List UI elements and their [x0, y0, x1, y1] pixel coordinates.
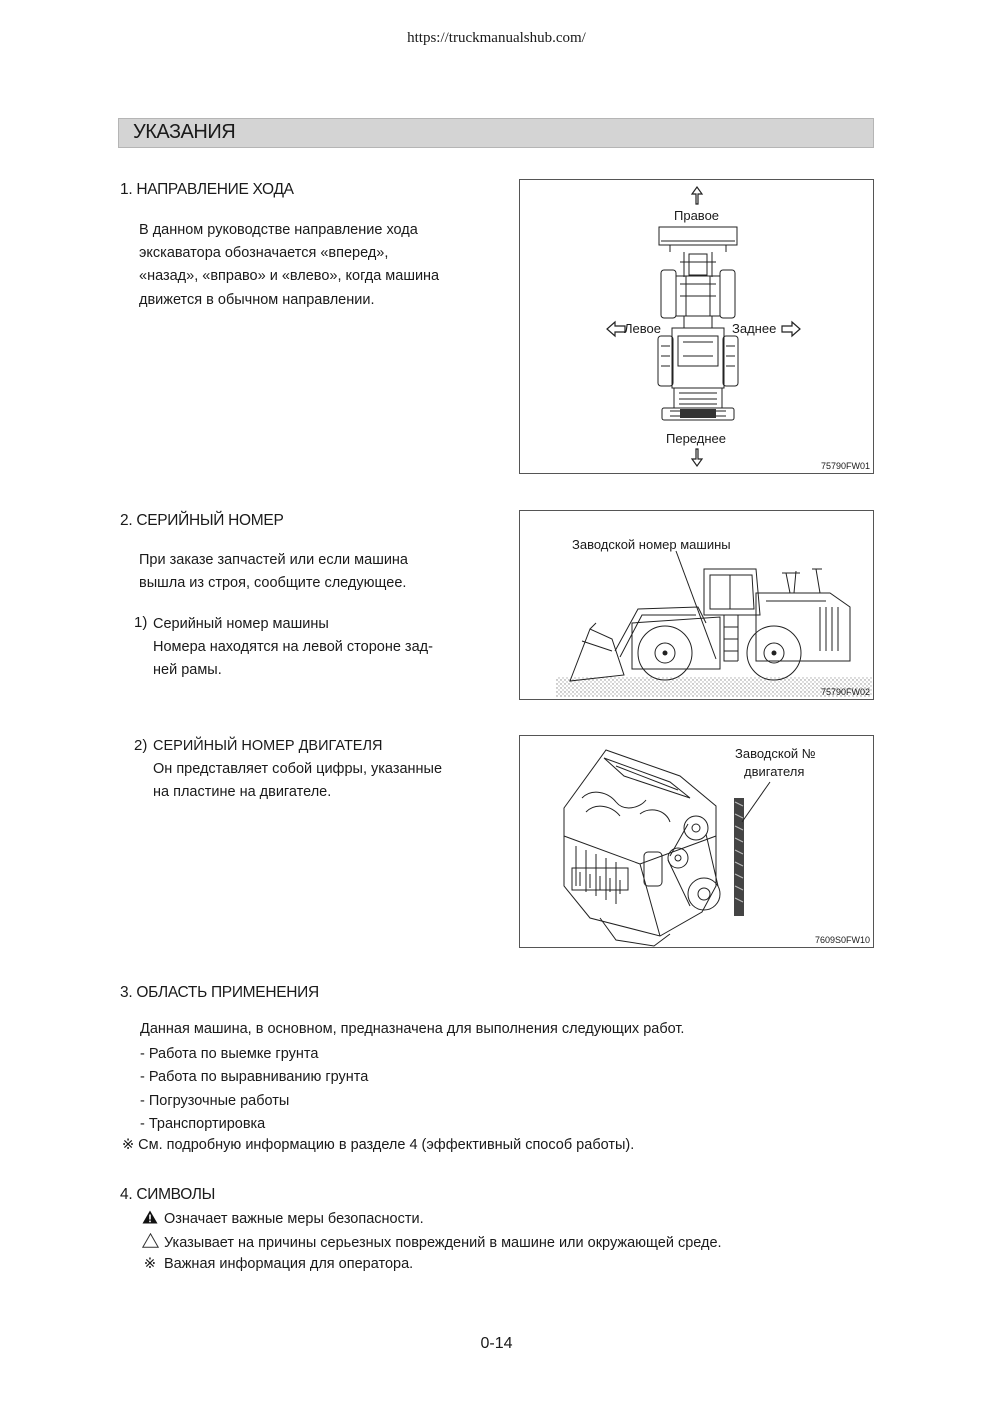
wheel-rear-right — [723, 336, 738, 386]
symbol-row — [140, 1210, 424, 1228]
rear-frame — [672, 328, 724, 388]
engine-drawing — [520, 736, 873, 947]
pulley-top — [684, 816, 708, 840]
wheel-rear-left — [658, 336, 673, 386]
wheel-front-left — [661, 270, 676, 318]
label-rear: Заднее — [732, 321, 777, 336]
bucket-top — [659, 227, 737, 245]
label-left: Левое — [624, 321, 661, 336]
section3-intro: Данная машина, в основном, предназначена для выполнения следующих работ. — [140, 1021, 685, 1037]
machine-serial-figure — [519, 510, 874, 700]
engine-serial-label-line1: Заводской № — [735, 746, 816, 761]
symbol-row — [140, 1233, 722, 1252]
machine-serial-label: Заводской номер машины — [572, 537, 731, 552]
page-number: 0-14 — [480, 1335, 513, 1352]
symbol-text: Указывает на причины серьезных повреждений в машине или окружающей среде. — [164, 1234, 722, 1251]
section2-line: При заказе запчастей или если машина — [139, 552, 409, 568]
section1-line: экскаватора обозначается «вперед», — [139, 245, 389, 262]
page-title-banner — [118, 118, 874, 148]
crank-pulley — [688, 878, 720, 910]
label-right: Правое — [674, 208, 720, 223]
engine-serial-leader-line — [742, 782, 770, 822]
caution-outline-triangle-icon — [140, 1233, 160, 1252]
warning-filled-triangle-icon — [140, 1210, 160, 1228]
symbol-row — [140, 1256, 413, 1272]
arrow-left-icon — [607, 322, 625, 336]
engine-serial-figure — [519, 735, 874, 948]
bucket — [570, 623, 624, 681]
section2-paragraph — [139, 549, 471, 595]
symbol-text: Означает важные меры безопасности. — [164, 1211, 424, 1227]
section2-line: вышла из строя, сообщите следующее. — [139, 575, 407, 592]
item2-paragraph — [153, 758, 471, 804]
item2-title: СЕРИЙНЫЙ НОМЕР ДВИГАТЕЛЯ — [153, 738, 383, 754]
list-item: - Погрузочные работы — [140, 1092, 290, 1109]
section3-note: ※ См. подробную информацию в разделе 4 (эффективный способ работы). — [122, 1137, 635, 1153]
section1-line: В данном руководстве направление хода — [139, 222, 418, 238]
section3-list — [140, 1043, 368, 1136]
label-front: Переднее — [666, 431, 726, 446]
list-item: - Работа по выравниванию грунта — [140, 1069, 369, 1086]
item1-title: Серийный номер машины — [153, 616, 329, 632]
arrow-up-icon — [692, 187, 702, 204]
section1-line: движется в обычном направлении. — [139, 291, 375, 308]
item1-line: ней рамы. — [153, 662, 222, 679]
arrow-down-icon — [692, 449, 702, 466]
section1-paragraph — [139, 219, 471, 312]
section1-heading: 1. НАПРАВЛЕНИЕ ХОДА — [120, 181, 294, 198]
item2-line: Он представляет собой цифры, указанные — [153, 761, 443, 777]
engine-serial-label-line2: двигателя — [744, 764, 805, 779]
travel-direction-figure — [519, 179, 874, 474]
engine-block — [564, 750, 716, 936]
loader-top-view-drawing — [520, 180, 873, 473]
figure-code: 75790FW02 — [820, 687, 870, 697]
symbol-text: Важная информация для оператора. — [164, 1256, 414, 1272]
list-item: - Работа по выемке грунта — [140, 1046, 319, 1062]
item1-paragraph — [153, 636, 471, 682]
arrow-right-icon — [782, 322, 800, 336]
item1-line: Номера находятся на левой стороне зад- — [153, 639, 433, 655]
item2-line: на пластине на двигателе. — [153, 784, 332, 801]
item1-number: 1) — [134, 614, 148, 631]
reference-mark-icon: ※ — [143, 1256, 157, 1272]
section2-heading: 2. СЕРИЙНЫЙ НОМЕР — [120, 512, 284, 529]
item2-number: 2) — [134, 737, 148, 754]
header-url: https://truckmanualshub.com/ — [407, 30, 586, 46]
wheel-front-right — [720, 270, 735, 318]
figure-code: 7609S0FW10 — [814, 935, 870, 945]
section1-line: «назад», «вправо» и «влево», когда машина — [139, 268, 440, 285]
page-title: УКАЗАНИЯ — [133, 121, 236, 143]
section4-heading: 4. СИМВОЛЫ — [120, 1186, 216, 1203]
figure-code: 75790FW01 — [820, 461, 870, 471]
section3-heading: 3. ОБЛАСТЬ ПРИМЕНЕНИЯ — [120, 984, 319, 1001]
engine-hood — [756, 593, 850, 661]
list-item: - Транспортировка — [140, 1115, 266, 1132]
